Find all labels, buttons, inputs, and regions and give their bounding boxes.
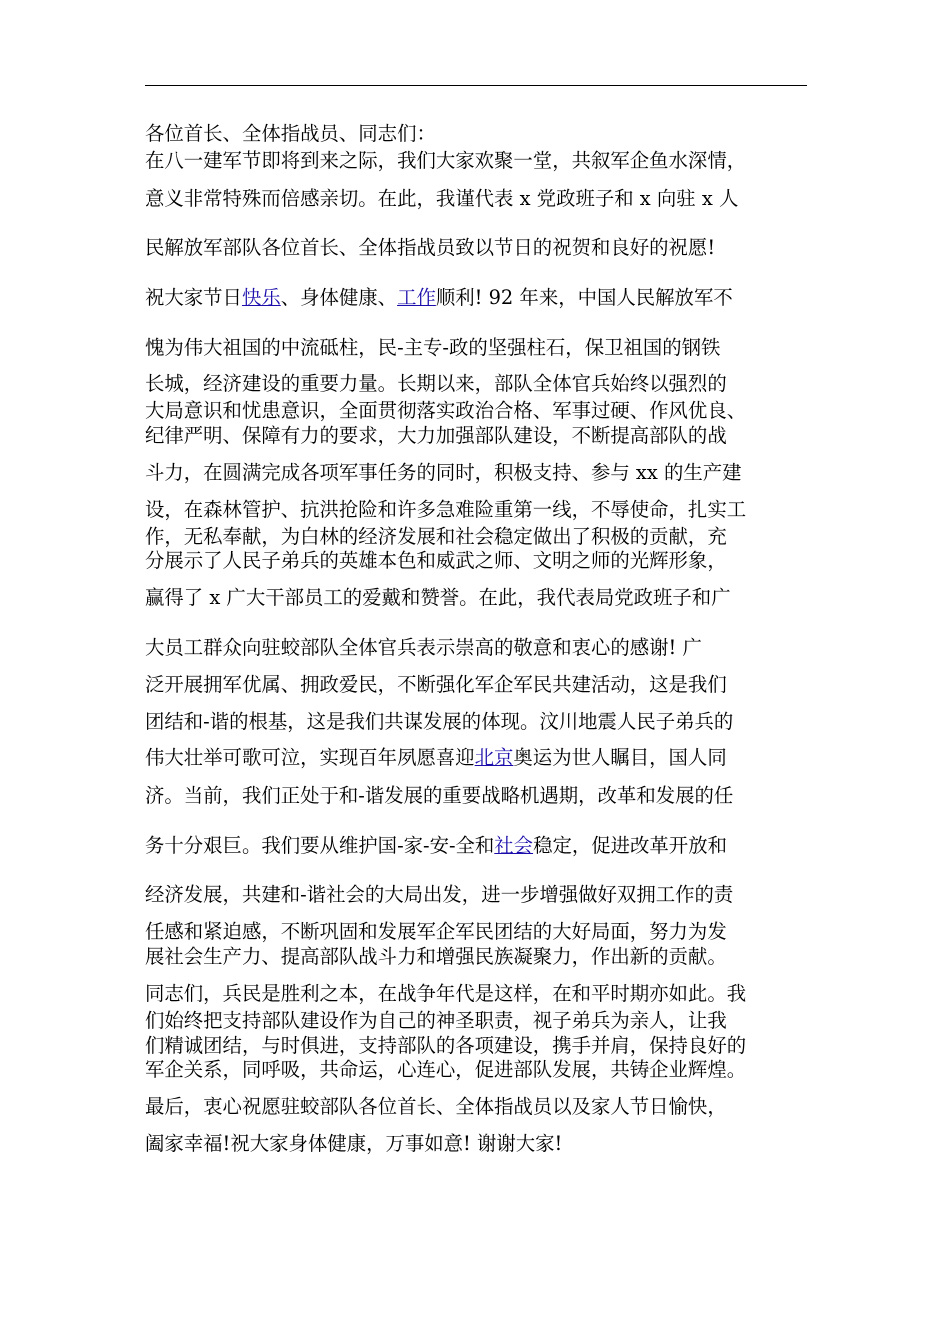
inline-link[interactable]: 北京 [474,746,514,769]
text-segment: 祝大家节日 [145,286,242,309]
text-line [145,336,720,360]
text-segment: 们始终把支持部队建设作为自己的神圣职责，视子弟兵为亲人，让我 [145,1009,727,1032]
text-segment: 同志们，兵民是胜利之本，在战争年代是这样，在和平时期亦如此。我 [145,982,747,1005]
text-line [145,1009,727,1033]
text-line [145,549,727,573]
text-line [145,834,727,858]
text-line [145,945,727,969]
text-segment: 顺利! 92 年来，中国人民解放军不 [435,286,733,309]
inline-link[interactable]: 社会 [494,834,534,857]
text-line [145,883,733,907]
text-line [145,372,727,396]
text-segment: 斗力，在圆满完成各项军事任务的同时，积极支持、参与 xx 的生产建 [145,461,742,484]
text-segment: 赢得了 x 广大干部员工的爱戴和赞誉。在此，我代表局党政班子和广 [145,586,731,609]
text-line [145,746,727,770]
text-segment: 、身体健康、 [280,286,398,309]
text-line [145,149,746,173]
text-line [145,920,727,944]
text-line [145,1095,727,1119]
text-line [145,586,731,610]
text-segment: 愧为伟大祖国的中流砥柱，民-主专-政的坚强柱石，保卫祖国的钢铁 [145,336,721,359]
text-segment: 稳定，促进改革开放和 [533,834,727,857]
text-segment: 阖家幸福!祝大家身体健康，万事如意! 谢谢大家! [145,1132,563,1155]
text-line [145,424,727,448]
text-segment: 务十分艰巨。我们要从维护国-家-安-全和 [145,834,495,857]
text-line [145,982,746,1006]
text-line [145,710,733,734]
text-line [145,187,738,211]
text-segment: 经济发展，共建和-谐社会的大局出发，进一步增强做好双拥工作的责 [145,883,734,906]
text-segment: 们精诚团结，与时俱进，支持部队的各项建设，携手并肩，保持良好的 [145,1034,747,1057]
text-segment: 奥运为世人瞩目，国人同 [513,746,727,769]
text-line [145,236,715,260]
text-segment: 泛开展拥军优属、拥政爱民，不断强化军企军民共建活动，这是我们 [145,673,727,696]
text-segment: 展社会生产力、提高部队战斗力和增强民族凝聚力，作出新的贡献。 [145,945,727,968]
text-segment: 任感和紧迫感，不断巩固和发展军企军民团结的大好局面，努力为发 [145,920,727,943]
text-line [145,498,746,522]
text-segment: 作，无私奉献，为白林的经济发展和社会稳定做出了积极的贡献，充 [145,525,727,548]
text-segment: 在八一建军节即将到来之际，我们大家欢聚一堂，共叙军企鱼水深情， [145,149,747,172]
text-line [145,1058,746,1082]
text-segment: 伟大壮举可歌可泣，实现百年夙愿喜迎 [145,746,475,769]
text-line [145,525,727,549]
header-rule [145,85,807,86]
inline-link[interactable]: 工作 [397,286,436,309]
text-line [145,636,702,660]
text-line [145,461,742,485]
text-line [145,673,727,697]
text-segment: 长城，经济建设的重要力量。长期以来，部队全体官兵始终以强烈的 [145,372,727,395]
text-segment: 军企关系，同呼吸，共命运，心连心，促进部队发展，共铸企业辉煌。 [145,1058,747,1081]
text-line [145,286,733,310]
text-segment: 最后，衷心祝愿驻蛟部队各位首长、全体指战员以及家人节日愉快， [145,1095,727,1118]
text-line [145,399,746,423]
text-segment: 设，在森林管护、抗洪抢险和许多急难险重第一线，不辱使命，扎实工 [145,498,747,521]
text-segment: 意义非常特殊而倍感亲切。在此，我谨代表 x 党政班子和 x 向驻 x 人 [145,187,739,210]
text-line [145,122,436,146]
text-line [145,1132,562,1156]
text-segment: 纪律严明、保障有力的要求，大力加强部队建设，不断提高部队的战 [145,424,727,447]
text-segment: 团结和-谐的根基，这是我们共谋发展的体现。汶川地震人民子弟兵的 [145,710,734,733]
text-segment: 民解放军部队各位首长、全体指战员致以节日的祝贺和良好的祝愿! [145,236,716,259]
text-segment: 大员工群众向驻蛟部队全体官兵表示崇高的敬意和衷心的感谢! 广 [145,636,702,659]
text-segment: 大局意识和忧患意识，全面贯彻落实政治合格、军事过硬、作风优良、 [145,399,747,422]
text-segment: 各位首长、全体指战员、同志们： [145,122,436,145]
text-line [145,1034,746,1058]
text-segment: 济。当前，我们正处于和-谐发展的重要战略机遇期，改革和发展的任 [145,784,734,807]
text-line [145,784,733,808]
inline-link[interactable]: 快乐 [241,286,281,309]
text-segment: 分展示了人民子弟兵的英雄本色和威武之师、文明之师的光辉形象， [145,549,727,572]
